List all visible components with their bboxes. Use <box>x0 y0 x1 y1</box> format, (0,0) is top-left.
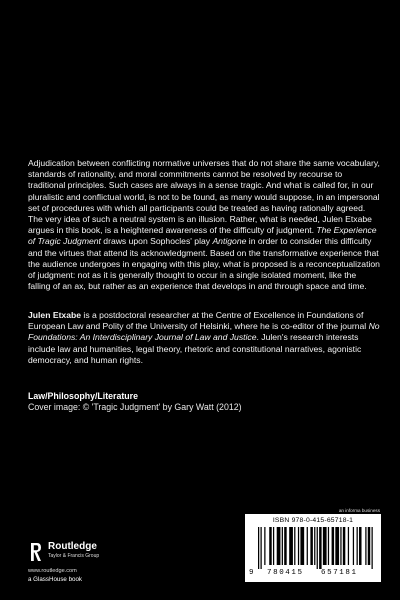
isbn-label: ISBN 978-0-415-65718-1 <box>272 517 354 524</box>
barcode-left-digits: 780415 <box>267 569 304 577</box>
barcode-bar <box>298 527 299 565</box>
barcode-bar <box>284 527 286 565</box>
barcode-bar <box>277 527 281 565</box>
barcode-bar <box>258 527 259 569</box>
barcode-bar <box>332 527 334 565</box>
barcode-bar <box>353 527 354 565</box>
barcode-bars <box>258 527 374 569</box>
barcode-bar <box>294 527 295 565</box>
publisher-name: Routledge <box>48 541 97 552</box>
play-title: Antigone <box>212 236 247 247</box>
barcode-bar <box>264 527 265 565</box>
barcode-bar <box>314 527 315 565</box>
barcode-bar <box>323 527 327 565</box>
book-title: The Experience of Tragic Judgment <box>28 225 377 247</box>
barcode-bar <box>357 527 358 565</box>
journal-title: No Foundations: An Interdisciplinary Journal of Law and Justice <box>28 321 380 343</box>
routledge-logo-icon <box>28 541 44 563</box>
barcode-bar <box>348 527 349 565</box>
barcode-bar <box>300 527 304 565</box>
blurb-text-2: draws upon Sophocles' play <box>100 236 213 247</box>
barcode-bar <box>335 527 339 565</box>
barcode-bar <box>365 527 366 565</box>
barcode-bar <box>340 527 341 565</box>
publisher-url: www.routledge.com <box>28 568 77 574</box>
back-cover-blurb <box>28 158 380 292</box>
barcode-bar <box>307 527 308 565</box>
barcode-bar <box>343 527 345 565</box>
barcode-bar <box>289 527 293 565</box>
barcode-bar <box>359 527 361 565</box>
barcode-lead-digit: 9 <box>249 569 254 577</box>
barcode-bar <box>372 527 373 569</box>
barcode-box <box>245 514 381 582</box>
blurb-text-1: Adjudication between conflicting normative universes that do not share the same vocabulary, standards of rationality, and moral commitments cannot be resolved by recourse to traditional principles. Such cases are always in a sense tragic. And what is called for, in our pluralistic and conflictual world, is not to be found, as many would suppose, in an impersonal set of procedures with which all participants could be treated as having rationally agreed. The very idea of such a neutral system is an illusion. Rather, what is needed, Julen Etxabe argues in this book, is a heightened awareness of the difficulty of judgment. <box>28 158 380 236</box>
barcode-bar <box>319 527 321 569</box>
publisher-group: Taylor & Francis Group <box>48 553 100 559</box>
barcode-bar <box>269 527 271 565</box>
blurb-text-3: in order to consider this difficulty and the virtues that attend its acknowledgment. Based on the transformative experience that the audience undergoes in engaging with this play, what is proposed is a reconceptualization of judgment: not as it is generally thought to occur in a single isolated moment, like the falling of an ax, but rather as an experience that develops in and through space and time. <box>28 236 380 292</box>
bio-text-2: . Julen's research interests include law and humanities, legal theory, rhetoric and constitutional narratives, agonistic democracy, and human rights. <box>28 332 362 365</box>
author-bio <box>28 310 380 366</box>
author-name: Julen Etxabe <box>28 310 82 320</box>
informa-tagline: an informa business <box>338 508 380 513</box>
subject-category: Law/Philosophy/Literature <box>28 391 138 401</box>
bio-text-1: is a postdoctoral researcher at the Centre of Excellence in Foundations of European Law and Polity of the University of Helsinki, where he is co-editor of the journal <box>28 310 369 332</box>
barcode-bar <box>282 527 283 565</box>
imprint-label: a GlassHouse book <box>28 576 82 583</box>
barcode-bar <box>317 527 318 569</box>
barcode-bar <box>328 527 329 565</box>
cover-credit: Cover image: © 'Tragic Judgment' by Gary Watt (2012) <box>28 402 242 413</box>
barcode-bar <box>310 527 312 565</box>
barcode-bar <box>368 527 370 565</box>
subject-block <box>28 391 380 414</box>
barcode-bar <box>273 527 274 565</box>
barcode-bar <box>260 527 261 569</box>
barcode-right-digits: 657181 <box>321 569 358 577</box>
